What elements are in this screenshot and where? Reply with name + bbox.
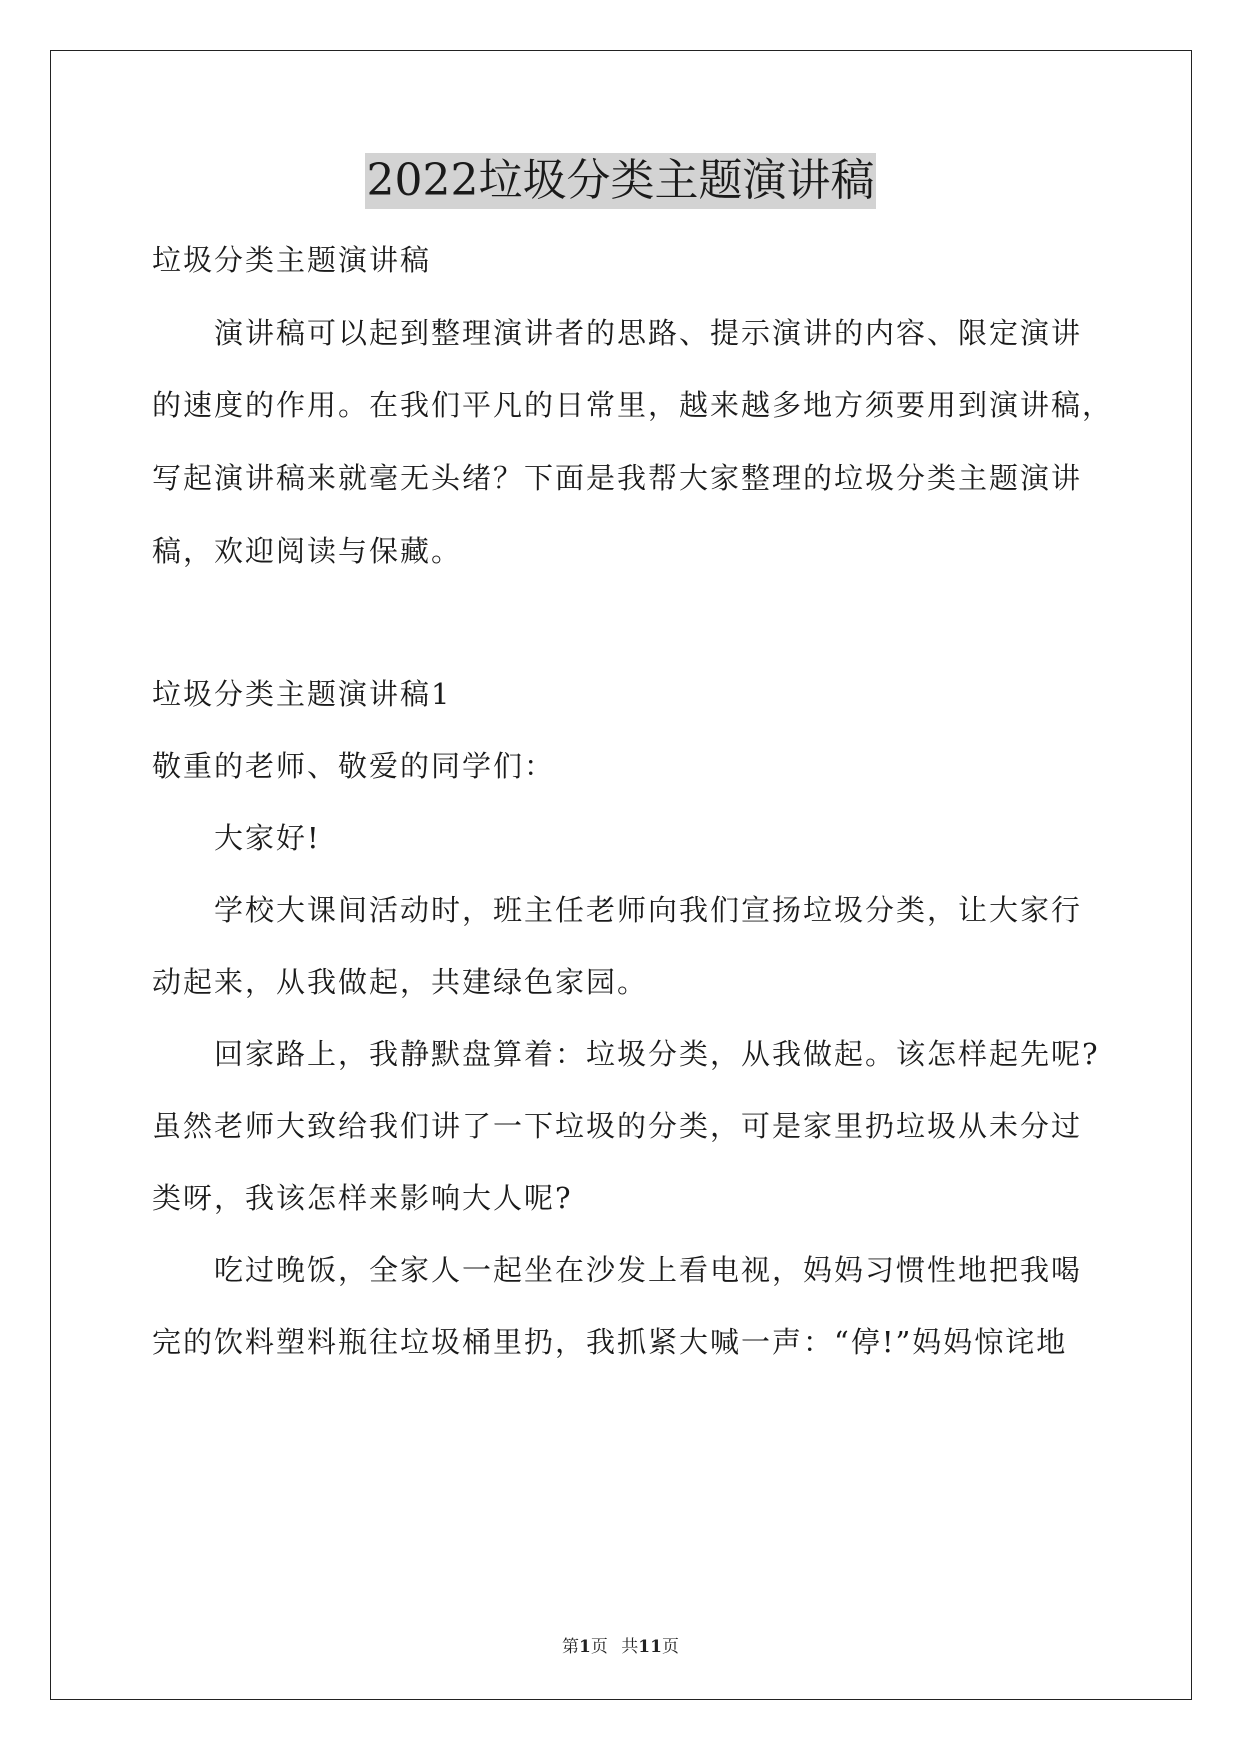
total-pages-indicator [621,1637,679,1657]
document-title: 2022垃圾分类主题演讲稿 [365,153,877,209]
paragraph-line: 动起来，从我做起，共建绿色家园。 [152,965,649,999]
title-container [0,153,1241,209]
paragraph-line: 的速度的作用。在我们平凡的日常里，越来越多地方须要用到演讲稿， [152,388,1114,422]
paragraph-line: 演讲稿可以起到整理演讲者的思路、提示演讲的内容、限定演讲 [214,316,1083,350]
page-number: 1 [579,1637,591,1657]
page-border [50,50,1192,1700]
paragraph-line: 稿，欢迎阅读与保藏。 [152,534,463,568]
paragraph-line: 完的饮料塑料瓶往垃圾桶里扔，我抓紧大喊一声：“停!”妈妈惊诧地 [152,1325,1068,1359]
paragraph-line: 回家路上，我静默盘算着：垃圾分类，从我做起。该怎样起先呢? [214,1037,1100,1071]
total-prefix: 共 [621,1637,639,1657]
section-heading: 垃圾分类主题演讲稿1 [152,677,452,711]
paragraph-line: 虽然老师大致给我们讲了一下垃圾的分类，可是家里扔垃圾从未分过 [152,1109,1083,1143]
total-pages: 11 [638,1637,662,1657]
page-prefix: 第 [562,1637,580,1657]
paragraph-line: 敬重的老师、敬爱的同学们： [152,749,556,783]
paragraph-line: 吃过晚饭，全家人一起坐在沙发上看电视，妈妈习惯性地把我喝 [214,1253,1083,1287]
page-suffix: 页 [590,1637,608,1657]
paragraph-line: 类呀，我该怎样来影响大人呢? [152,1181,573,1215]
page-footer [0,1632,1241,1657]
paragraph-line: 垃圾分类主题演讲稿 [152,243,432,277]
paragraph-line: 学校大课间活动时，班主任老师向我们宣扬垃圾分类，让大家行 [214,893,1083,927]
paragraph-line: 写起演讲稿来就毫无头绪？下面是我帮大家整理的垃圾分类主题演讲 [152,461,1083,495]
total-suffix: 页 [661,1637,679,1657]
paragraph-line: 大家好! [214,821,321,855]
page-indicator [562,1637,608,1657]
